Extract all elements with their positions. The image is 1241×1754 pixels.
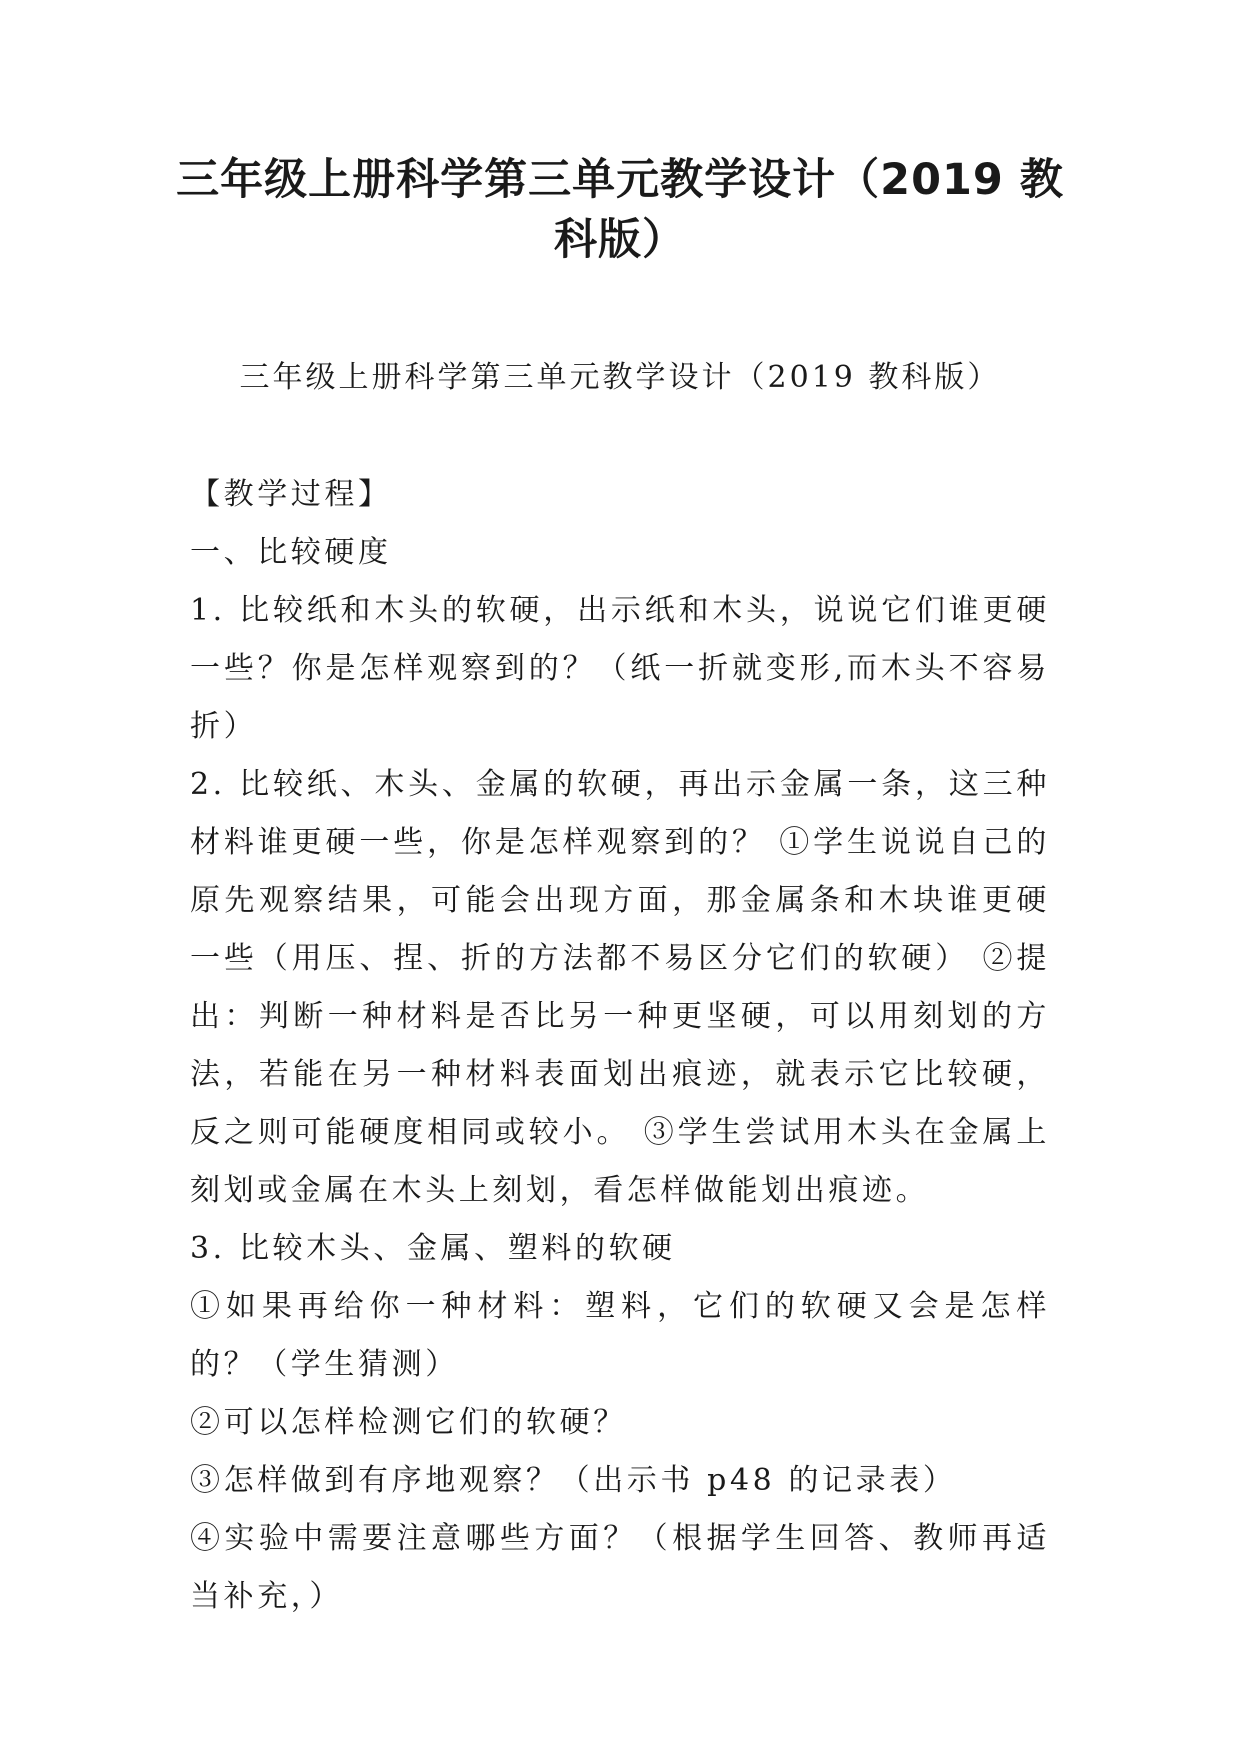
- section-heading: 【教学过程】: [190, 477, 392, 512]
- paragraph: ③怎样做到有序地观察？（出示书 p48 的记录表）: [190, 1463, 957, 1498]
- document-body: [190, 466, 1050, 1626]
- paragraph: ②可以怎样检测它们的软硬？: [190, 1405, 627, 1440]
- paragraph: 2. 比较纸、木头、金属的软硬，再出示金属一条，这三种材料谁更硬一些，你是怎样观察到的？ ①学生说说自己的原先观察结果，可能会出现方面，那金属条和木块谁更硬一些（用压、捏、折的方法都不易区分它们的软硬） ②提出：判断一种材料是否比另一种更坚硬，可以用刻划的方法，若能在另一种材料表面划出痕迹，就表示它比较硬，反之则可能硬度相同或较小。 ③学生尝试用木头在金属上刻划或金属在木头上刻划，看怎样做能划出痕迹。: [190, 767, 1050, 1208]
- paragraph: ①如果再给你一种材料：塑料，它们的软硬又会是怎样的？（学生猜测）: [190, 1289, 1050, 1382]
- paragraph: ④实验中需要注意哪些方面？（根据学生回答、教师再适当补充，）: [190, 1521, 1050, 1614]
- subsection-heading: 一、比较硬度: [190, 535, 392, 570]
- document-subtitle: 三年级上册科学第三单元教学设计（2019 教科版）: [239, 360, 1001, 395]
- paragraph: 1. 比较纸和木头的软硬，出示纸和木头，说说它们谁更硬一些？你是怎样观察到的？（纸一折就变形,而木头不容易折）: [190, 593, 1050, 744]
- document-title: 三年级上册科学第三单元教学设计（2019 教科版）: [176, 155, 1064, 265]
- paragraph: 3. 比较木头、金属、塑料的软硬: [190, 1231, 676, 1266]
